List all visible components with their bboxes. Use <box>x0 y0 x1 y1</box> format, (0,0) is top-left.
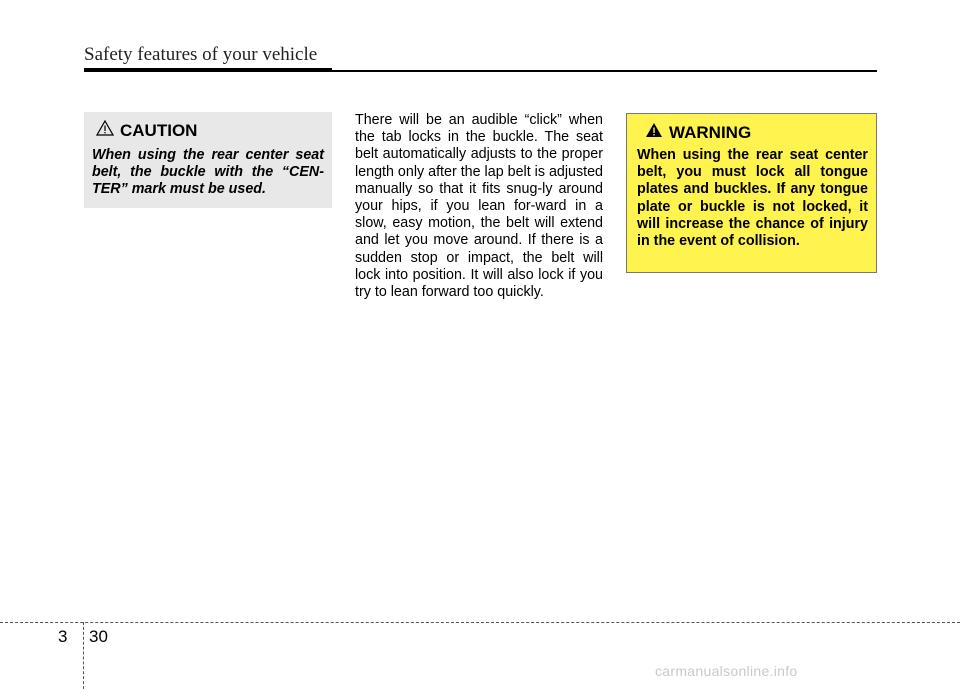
caution-title: CAUTION <box>120 120 198 140</box>
footer-rule <box>0 622 960 623</box>
warning-filled-icon <box>645 122 663 143</box>
watermark: carmanualsonline.info <box>655 663 798 679</box>
caution-box <box>84 112 332 208</box>
page-header-title: Safety features of your vehicle <box>84 44 318 65</box>
warning-text: When using the rear seat center belt, you must lock all tongue plates and buckles. If any tongue plate or buckle is not locked, it will increase the chance of injury in the event of collision. <box>637 147 868 250</box>
body-paragraph: There will be an audible “click” when the tab locks in the buckle. The seat belt automatically adjusts to the proper length only after the lap belt is adjusted manually so that it fits snug-ly around your hips, if you lean for-ward in a slow, easy motion, the belt will extend and let you move around. If there is a sudden stop or impact, the belt will lock into position. It will also lock if you try to lean forward too quickly. <box>355 112 603 301</box>
caution-header <box>96 120 324 141</box>
warning-header <box>645 122 868 143</box>
caution-text: When using the rear center seat belt, the buckle with the “CEN-TER” mark must be used. <box>92 147 324 197</box>
page-number: 30 <box>89 627 108 646</box>
footer-vertical-rule <box>83 622 84 689</box>
warning-title: WARNING <box>669 122 752 142</box>
header-rule-thick <box>84 68 332 72</box>
warning-box <box>626 113 877 273</box>
chapter-number: 3 <box>58 627 68 646</box>
header-rule-thin <box>332 70 877 72</box>
warning-outline-icon <box>96 120 114 141</box>
